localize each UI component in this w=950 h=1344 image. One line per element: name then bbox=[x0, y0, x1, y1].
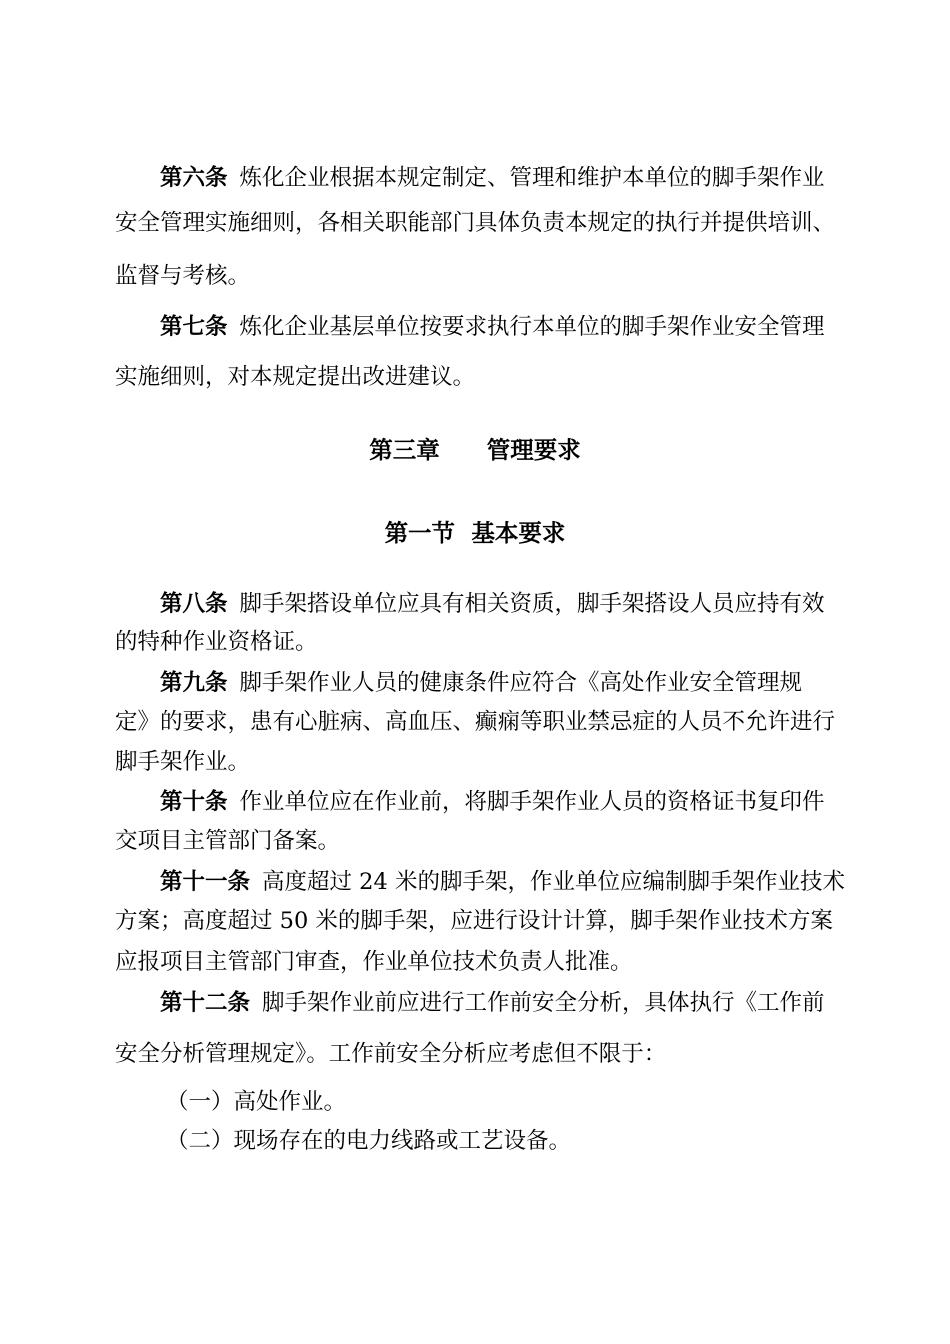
article-10-text-1: 作业单位应在作业前，将脚手架作业人员的资格证书复印件 bbox=[239, 789, 825, 815]
article-6-label: 第六条 bbox=[160, 165, 228, 191]
article-11-line-3: 应报项目主管部门审查，作业单位技术负责人批准。 bbox=[115, 949, 633, 975]
article-12-text-1: 脚手架作业前应进行工作前安全分析，具体执行《工作前 bbox=[262, 990, 825, 1016]
article-11-label: 第十一条 bbox=[160, 869, 251, 895]
section-heading: 第一节 基本要求 bbox=[384, 519, 566, 547]
article-12-line-2: 安全分析管理规定》。工作前安全分析应考虑但不限于： bbox=[115, 1041, 667, 1067]
article-12-item-1: （一）高处作业。 bbox=[166, 1089, 347, 1115]
article-11-text-1: 高度超过 24 米的脚手架，作业单位应编制脚手架作业技术 bbox=[262, 869, 845, 895]
article-12-item-2: （二）现场存在的电力线路或工艺设备。 bbox=[166, 1128, 572, 1154]
article-12-line-1 bbox=[160, 988, 825, 1018]
article-8-text-1: 脚手架搭设单位应具有相关资质，脚手架搭设人员应持有效 bbox=[239, 591, 825, 617]
article-9-line-2: 定》的要求，患有心脏病、高血压、癫痫等职业禁忌症的人员不允许进行 bbox=[115, 709, 836, 735]
article-9-label: 第九条 bbox=[160, 670, 228, 696]
article-8-line-2: 的特种作业资格证。 bbox=[115, 629, 318, 655]
article-6-line-2: 安全管理实施细则，各相关职能部门具体负责本规定的执行并提供培训、 bbox=[115, 210, 836, 236]
article-10-label: 第十条 bbox=[160, 789, 228, 815]
article-9-text-1: 脚手架作业人员的健康条件应符合《高处作业安全管理规 bbox=[239, 670, 803, 696]
article-7-line-2: 实施细则，对本规定提出改进建议。 bbox=[115, 364, 476, 390]
article-10-line-1 bbox=[160, 787, 825, 817]
article-8-line-1 bbox=[160, 589, 825, 619]
article-12-label: 第十二条 bbox=[160, 990, 251, 1016]
chapter-heading: 第三章 管理要求 bbox=[369, 436, 581, 464]
article-6-line-3: 监督与考核。 bbox=[115, 263, 251, 289]
article-7-text-1: 炼化企业基层单位按要求执行本单位的脚手架作业安全管理 bbox=[239, 314, 825, 340]
article-10-line-2: 交项目主管部门备案。 bbox=[115, 828, 341, 854]
article-9-line-1 bbox=[160, 668, 802, 698]
article-6-text-1: 炼化企业根据本规定制定、管理和维护本单位的脚手架作业 bbox=[239, 165, 825, 191]
article-11-line-2: 方案；高度超过 50 米的脚手架，应进行设计计算，脚手架作业技术方案 bbox=[115, 908, 833, 934]
article-7-line-1 bbox=[160, 312, 825, 342]
article-7-label: 第七条 bbox=[160, 314, 228, 340]
article-11-line-1 bbox=[160, 867, 845, 897]
article-6-line-1 bbox=[160, 163, 825, 193]
article-9-line-3: 脚手架作业。 bbox=[115, 749, 251, 775]
article-8-label: 第八条 bbox=[160, 591, 228, 617]
